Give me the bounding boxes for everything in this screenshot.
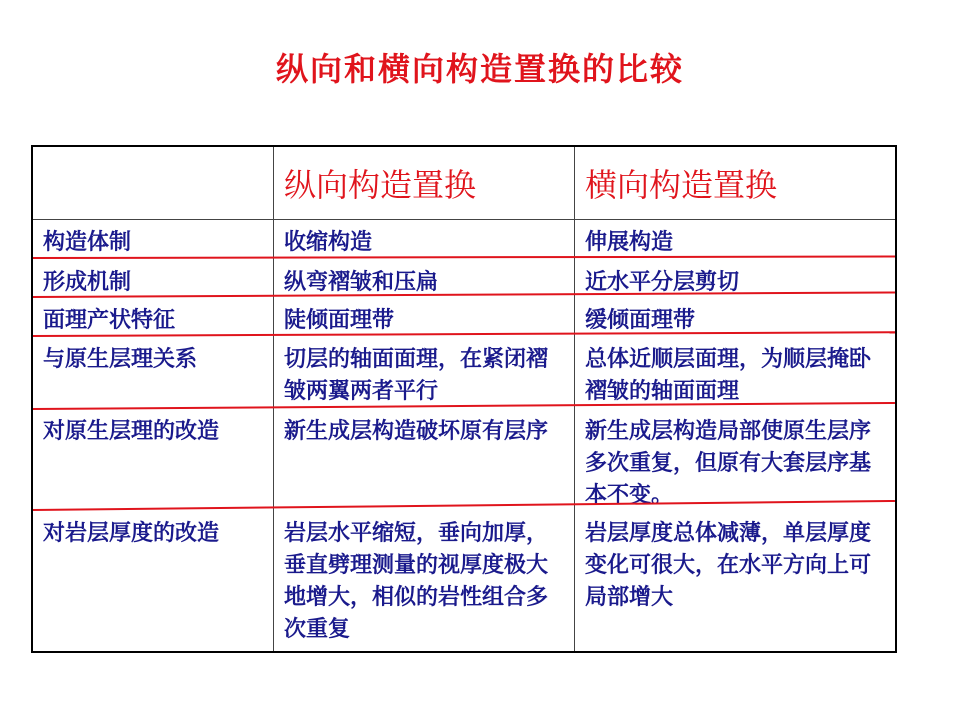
transverse-cell: 新生成层构造局部使原生层序多次重复，但原有大套层序基本不变。: [585, 418, 872, 508]
slide-title: 纵向和横向构造置换的比较: [275, 50, 684, 88]
longitudinal-cell: 收缩构造: [284, 229, 373, 255]
table-row: [33, 511, 895, 651]
header-cell-empty: [33, 147, 273, 219]
header-cell-transverse: 横向构造置换: [585, 166, 778, 204]
longitudinal-cell: 陡倾面理带: [284, 307, 395, 333]
longitudinal-cell: 岩层水平缩短，垂向加厚，垂直劈理测量的视厚度极大地增大，相似的岩性组合多次重复: [284, 520, 549, 642]
transverse-cell: 岩层厚度总体减薄，单层厚度变化可很大，在水平方向上可局部增大: [585, 520, 872, 610]
table-row: [33, 220, 895, 260]
row-label: 与原生层理关系: [43, 346, 198, 372]
table-header-row: [33, 147, 895, 220]
longitudinal-cell: 切层的轴面面理，在紧闭褶皱两翼两者平行: [284, 346, 549, 404]
row-label: 对原生层理的改造: [43, 418, 220, 444]
table-row: [33, 409, 895, 507]
row-label: 构造体制: [43, 229, 132, 255]
header-cell-longitudinal: 纵向构造置换: [284, 166, 477, 204]
table-row: [33, 337, 895, 409]
row-label: 对岩层厚度的改造: [43, 520, 220, 546]
transverse-cell: 缓倾面理带: [585, 307, 696, 333]
comparison-table: [31, 145, 897, 653]
longitudinal-cell: 新生成层构造破坏原有层序: [284, 418, 549, 444]
longitudinal-cell: 纵弯褶皱和压扁: [284, 269, 439, 295]
row-label: 形成机制: [43, 269, 132, 295]
row-label: 面理产状特征: [43, 307, 176, 333]
transverse-cell: 伸展构造: [585, 229, 674, 255]
transverse-cell: 近水平分层剪切: [585, 269, 740, 295]
transverse-cell: 总体近顺层面理，为顺层掩卧褶皱的轴面面理: [585, 346, 872, 404]
